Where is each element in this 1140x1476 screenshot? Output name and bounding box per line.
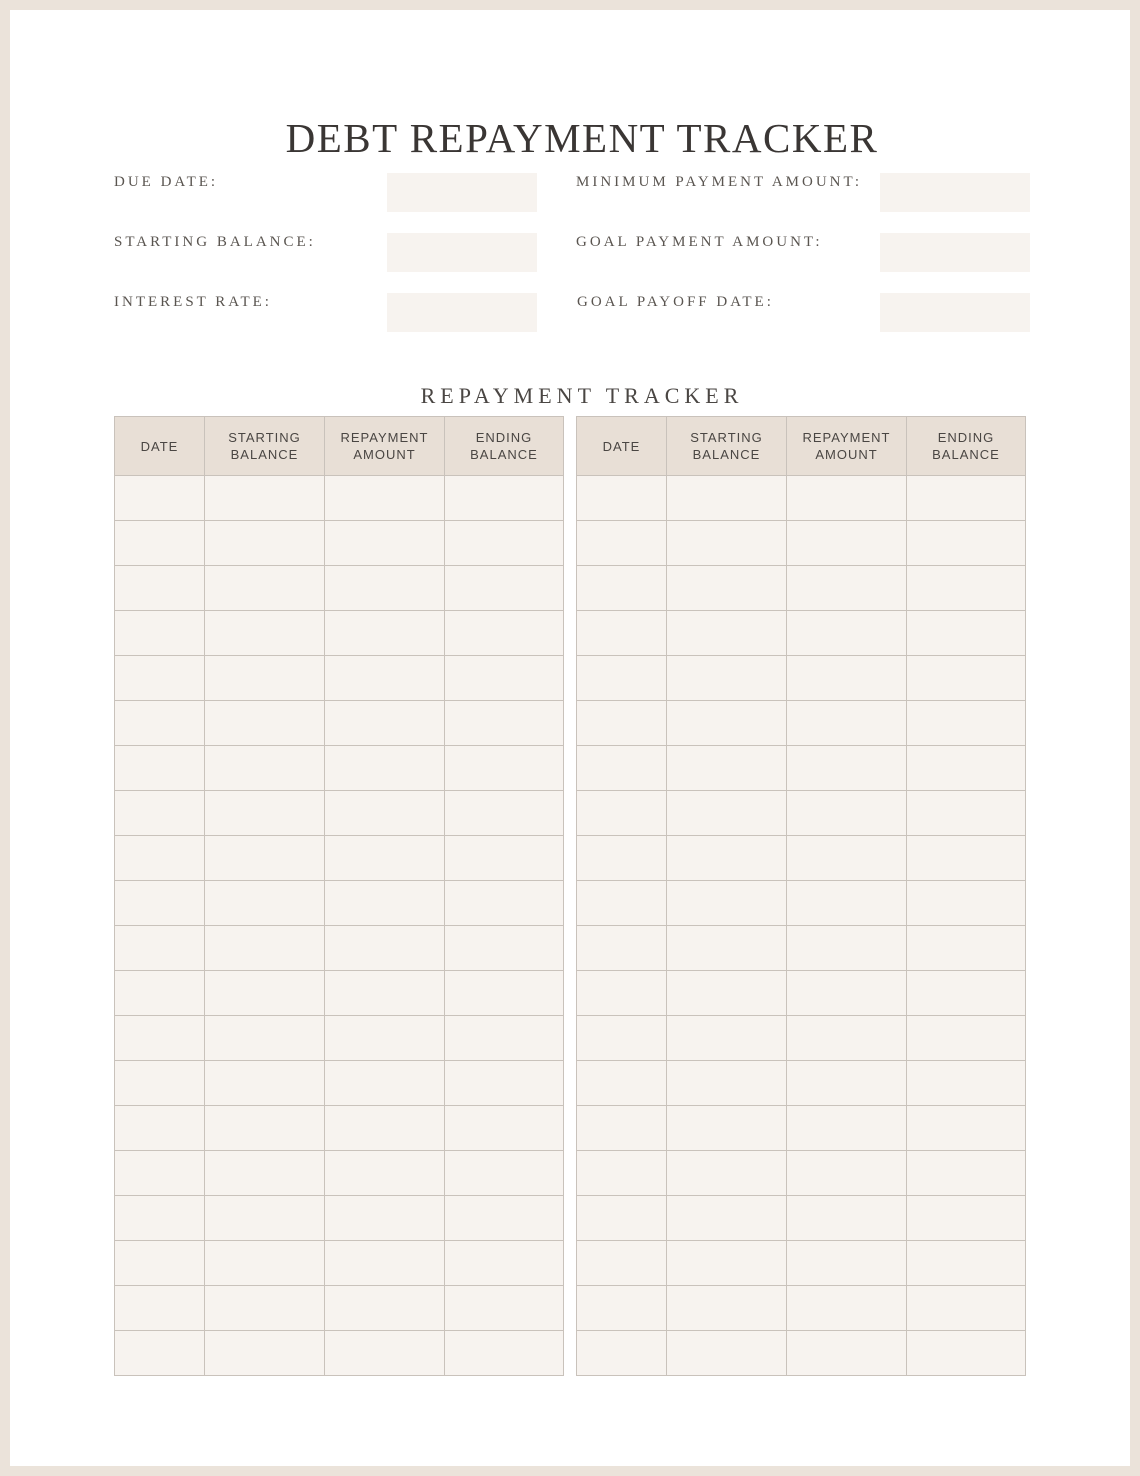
starting-balance-cell[interactable]	[205, 1061, 325, 1106]
repayment-amount-cell[interactable]	[787, 791, 907, 836]
repayment-amount-cell[interactable]	[325, 746, 445, 791]
ending-balance-cell[interactable]	[907, 1106, 1026, 1151]
table-row	[115, 1331, 564, 1376]
table-row	[577, 1106, 1026, 1151]
date-cell[interactable]	[115, 1286, 205, 1331]
starting-balance-cell[interactable]	[205, 701, 325, 746]
repayment-amount-cell[interactable]	[787, 1061, 907, 1106]
ending-balance-cell[interactable]	[907, 971, 1026, 1016]
table-row	[577, 791, 1026, 836]
table-row	[115, 1016, 564, 1061]
starting-balance-cell[interactable]	[205, 881, 325, 926]
table-row	[115, 1241, 564, 1286]
date-cell[interactable]	[577, 926, 667, 971]
ending-balance-cell[interactable]	[907, 1241, 1026, 1286]
starting-balance-cell[interactable]	[205, 611, 325, 656]
table-row	[577, 476, 1026, 521]
ending-balance-cell[interactable]	[445, 1196, 564, 1241]
ending-balance-cell[interactable]	[445, 1241, 564, 1286]
starting-balance-cell[interactable]	[667, 1286, 787, 1331]
starting-balance-cell[interactable]	[667, 791, 787, 836]
ending-balance-cell[interactable]	[907, 791, 1026, 836]
repayment-amount-cell[interactable]	[787, 1106, 907, 1151]
repayment-amount-cell[interactable]	[325, 476, 445, 521]
goal-payment-label: GOAL PAYMENT AMOUNT:	[576, 234, 823, 250]
table-body	[115, 476, 564, 1376]
date-cell[interactable]	[577, 1331, 667, 1376]
date-cell[interactable]	[577, 1106, 667, 1151]
starting-balance-cell[interactable]	[667, 1151, 787, 1196]
ending-balance-cell[interactable]	[907, 746, 1026, 791]
starting-balance-cell[interactable]	[205, 791, 325, 836]
table-row	[577, 746, 1026, 791]
date-cell[interactable]	[115, 611, 205, 656]
repayment-amount-cell[interactable]	[325, 1286, 445, 1331]
repayment-amount-cell[interactable]	[787, 1151, 907, 1196]
starting-balance-cell[interactable]	[205, 1331, 325, 1376]
starting-balance-cell[interactable]	[667, 1106, 787, 1151]
ending-balance-cell[interactable]	[445, 836, 564, 881]
date-cell[interactable]	[115, 1151, 205, 1196]
table-row	[115, 1151, 564, 1196]
repayment-amount-cell[interactable]	[325, 701, 445, 746]
repayment-amount-cell[interactable]	[787, 1286, 907, 1331]
ending-balance-cell[interactable]	[907, 566, 1026, 611]
table-row	[115, 1286, 564, 1331]
date-cell[interactable]	[577, 656, 667, 701]
interest-rate-field[interactable]	[387, 293, 537, 332]
ending-balance-cell[interactable]	[907, 1196, 1026, 1241]
header-repayment-amount: REPAYMENT AMOUNT	[787, 417, 907, 476]
date-cell[interactable]	[577, 746, 667, 791]
starting-balance-cell[interactable]	[667, 1241, 787, 1286]
table-row	[577, 1286, 1026, 1331]
ending-balance-cell[interactable]	[907, 1286, 1026, 1331]
header-date: DATE	[577, 417, 667, 476]
repayment-amount-cell[interactable]	[325, 791, 445, 836]
date-cell[interactable]	[115, 1241, 205, 1286]
starting-balance-cell[interactable]	[667, 656, 787, 701]
date-cell[interactable]	[115, 521, 205, 566]
date-cell[interactable]	[115, 476, 205, 521]
starting-balance-cell[interactable]	[205, 1196, 325, 1241]
page-title: DEBT REPAYMENT TRACKER	[285, 115, 879, 161]
starting-balance-cell[interactable]	[205, 971, 325, 1016]
starting-balance-cell[interactable]	[205, 566, 325, 611]
ending-balance-cell[interactable]	[445, 1331, 564, 1376]
table-row	[115, 881, 564, 926]
table-body	[577, 476, 1026, 1376]
header-repayment-amount: REPAYMENT AMOUNT	[325, 417, 445, 476]
date-cell[interactable]	[115, 791, 205, 836]
repayment-amount-cell[interactable]	[325, 1331, 445, 1376]
ending-balance-cell[interactable]	[445, 881, 564, 926]
table-row	[115, 1106, 564, 1151]
table-row	[115, 476, 564, 521]
date-cell[interactable]	[115, 656, 205, 701]
ending-balance-cell[interactable]	[907, 476, 1026, 521]
starting-balance-cell[interactable]	[667, 1016, 787, 1061]
ending-balance-cell[interactable]	[907, 836, 1026, 881]
date-cell[interactable]	[115, 1106, 205, 1151]
header-starting-balance: STARTING BALANCE	[205, 417, 325, 476]
section-title: REPAYMENT TRACKER	[420, 383, 744, 408]
starting-balance-cell[interactable]	[205, 836, 325, 881]
date-cell[interactable]	[577, 476, 667, 521]
repayment-amount-cell[interactable]	[325, 926, 445, 971]
minimum-payment-label: MINIMUM PAYMENT AMOUNT:	[576, 174, 863, 190]
starting-balance-cell[interactable]	[205, 926, 325, 971]
date-cell[interactable]	[115, 836, 205, 881]
starting-balance-cell[interactable]	[205, 656, 325, 701]
repayment-amount-cell[interactable]	[325, 566, 445, 611]
repayment-amount-cell[interactable]	[787, 701, 907, 746]
starting-balance-cell[interactable]	[667, 611, 787, 656]
date-cell[interactable]	[577, 1061, 667, 1106]
starting-balance-cell[interactable]	[205, 1151, 325, 1196]
goal-payment-field[interactable]	[880, 233, 1030, 272]
ending-balance-cell[interactable]	[907, 701, 1026, 746]
table-row	[115, 971, 564, 1016]
ending-balance-cell[interactable]	[907, 1016, 1026, 1061]
starting-balance-cell[interactable]	[205, 746, 325, 791]
repayment-amount-cell[interactable]	[787, 656, 907, 701]
repayment-table-left	[114, 416, 564, 1376]
table-row	[115, 791, 564, 836]
repayment-amount-cell[interactable]	[787, 1331, 907, 1376]
repayment-amount-cell[interactable]	[325, 611, 445, 656]
table-header-row	[115, 417, 564, 476]
ending-balance-cell[interactable]	[445, 1106, 564, 1151]
repayment-amount-cell[interactable]	[325, 521, 445, 566]
starting-balance-cell[interactable]	[667, 881, 787, 926]
repayment-amount-cell[interactable]	[787, 746, 907, 791]
date-cell[interactable]	[577, 566, 667, 611]
table-row	[115, 746, 564, 791]
ending-balance-cell[interactable]	[445, 971, 564, 1016]
date-cell[interactable]	[115, 971, 205, 1016]
starting-balance-cell[interactable]	[667, 1196, 787, 1241]
repayment-amount-cell[interactable]	[787, 971, 907, 1016]
date-cell[interactable]	[115, 926, 205, 971]
table-row	[577, 611, 1026, 656]
repayment-amount-cell[interactable]	[325, 1151, 445, 1196]
date-cell[interactable]	[577, 836, 667, 881]
date-cell[interactable]	[577, 1016, 667, 1061]
starting-balance-cell[interactable]	[667, 701, 787, 746]
header-ending-balance: ENDING BALANCE	[907, 417, 1026, 476]
ending-balance-cell[interactable]	[445, 566, 564, 611]
date-cell[interactable]	[577, 791, 667, 836]
date-cell[interactable]	[577, 881, 667, 926]
repayment-amount-cell[interactable]	[325, 881, 445, 926]
starting-balance-cell[interactable]	[667, 1061, 787, 1106]
starting-balance-cell[interactable]	[667, 971, 787, 1016]
goal-payoff-date-field[interactable]	[880, 293, 1030, 332]
repayment-amount-cell[interactable]	[325, 656, 445, 701]
ending-balance-cell[interactable]	[907, 1061, 1026, 1106]
starting-balance-cell[interactable]	[667, 566, 787, 611]
date-cell[interactable]	[577, 1196, 667, 1241]
repayment-amount-cell[interactable]	[325, 971, 445, 1016]
date-cell[interactable]	[577, 1241, 667, 1286]
ending-balance-cell[interactable]	[907, 521, 1026, 566]
date-cell[interactable]	[115, 881, 205, 926]
ending-balance-cell[interactable]	[907, 611, 1026, 656]
repayment-amount-cell[interactable]	[325, 1106, 445, 1151]
starting-balance-cell[interactable]	[205, 1286, 325, 1331]
starting-balance-cell[interactable]	[205, 476, 325, 521]
table-row	[115, 1196, 564, 1241]
due-date-field[interactable]	[387, 173, 537, 212]
table-row	[577, 1331, 1026, 1376]
date-cell[interactable]	[577, 701, 667, 746]
ending-balance-cell[interactable]	[907, 881, 1026, 926]
table-row	[115, 701, 564, 746]
table-row	[577, 836, 1026, 881]
repayment-amount-cell[interactable]	[325, 1016, 445, 1061]
header-date: DATE	[115, 417, 205, 476]
ending-balance-cell[interactable]	[445, 656, 564, 701]
date-cell[interactable]	[577, 1286, 667, 1331]
starting-balance-cell[interactable]	[205, 1016, 325, 1061]
repayment-table-right	[576, 416, 1026, 1376]
starting-balance-cell[interactable]	[667, 926, 787, 971]
ending-balance-cell[interactable]	[907, 926, 1026, 971]
date-cell[interactable]	[577, 971, 667, 1016]
date-cell[interactable]	[577, 611, 667, 656]
starting-balance-cell[interactable]	[205, 521, 325, 566]
starting-balance-cell[interactable]	[667, 1331, 787, 1376]
minimum-payment-field[interactable]	[880, 173, 1030, 212]
date-cell[interactable]	[577, 521, 667, 566]
date-cell[interactable]	[115, 1331, 205, 1376]
repayment-amount-cell[interactable]	[325, 1196, 445, 1241]
table-row	[577, 521, 1026, 566]
table-row	[577, 1061, 1026, 1106]
starting-balance-cell[interactable]	[205, 1106, 325, 1151]
repayment-amount-cell[interactable]	[787, 1241, 907, 1286]
date-cell[interactable]	[115, 1016, 205, 1061]
starting-balance-cell[interactable]	[205, 1241, 325, 1286]
repayment-amount-cell[interactable]	[787, 1196, 907, 1241]
repayment-amount-cell[interactable]	[787, 611, 907, 656]
date-cell[interactable]	[115, 746, 205, 791]
repayment-amount-cell[interactable]	[325, 1061, 445, 1106]
table-row	[577, 701, 1026, 746]
repayment-amount-cell[interactable]	[787, 521, 907, 566]
ending-balance-cell[interactable]	[445, 926, 564, 971]
repayment-amount-cell[interactable]	[787, 566, 907, 611]
repayment-amount-cell[interactable]	[325, 1241, 445, 1286]
table-row	[115, 611, 564, 656]
table-row	[115, 656, 564, 701]
table-row	[115, 521, 564, 566]
ending-balance-cell[interactable]	[445, 701, 564, 746]
ending-balance-cell[interactable]	[445, 791, 564, 836]
ending-balance-cell[interactable]	[445, 1061, 564, 1106]
date-cell[interactable]	[115, 1196, 205, 1241]
date-cell[interactable]	[115, 1061, 205, 1106]
table-row	[115, 926, 564, 971]
date-cell[interactable]	[577, 1151, 667, 1196]
repayment-amount-cell[interactable]	[787, 1016, 907, 1061]
table-row	[115, 836, 564, 881]
ending-balance-cell[interactable]	[445, 1151, 564, 1196]
ending-balance-cell[interactable]	[907, 656, 1026, 701]
repayment-amount-cell[interactable]	[787, 476, 907, 521]
starting-balance-cell[interactable]	[667, 521, 787, 566]
ending-balance-cell[interactable]	[445, 1016, 564, 1061]
table-row	[577, 926, 1026, 971]
tracker-page	[10, 10, 1130, 1466]
repayment-amount-cell[interactable]	[787, 881, 907, 926]
ending-balance-cell[interactable]	[445, 521, 564, 566]
date-cell[interactable]	[115, 701, 205, 746]
date-cell[interactable]	[115, 566, 205, 611]
starting-balance-field[interactable]	[387, 233, 537, 272]
repayment-amount-cell[interactable]	[787, 926, 907, 971]
table-row	[577, 881, 1026, 926]
ending-balance-cell[interactable]	[907, 1331, 1026, 1376]
starting-balance-label: STARTING BALANCE:	[114, 234, 316, 250]
table-row	[577, 1196, 1026, 1241]
table-row	[577, 656, 1026, 701]
repayment-amount-cell[interactable]	[787, 836, 907, 881]
table-row	[577, 1241, 1026, 1286]
header-ending-balance: ENDING BALANCE	[445, 417, 564, 476]
ending-balance-cell[interactable]	[445, 1286, 564, 1331]
ending-balance-cell[interactable]	[445, 611, 564, 656]
header-starting-balance: STARTING BALANCE	[667, 417, 787, 476]
due-date-label: DUE DATE:	[114, 174, 219, 190]
goal-payoff-date-label: GOAL PAYOFF DATE:	[577, 294, 774, 310]
ending-balance-cell[interactable]	[907, 1151, 1026, 1196]
table-row	[577, 566, 1026, 611]
table-header-row	[577, 417, 1026, 476]
table-row	[577, 1151, 1026, 1196]
table-row	[115, 1061, 564, 1106]
ending-balance-cell[interactable]	[445, 746, 564, 791]
table-row	[115, 566, 564, 611]
starting-balance-cell[interactable]	[667, 836, 787, 881]
starting-balance-cell[interactable]	[667, 746, 787, 791]
table-row	[577, 1016, 1026, 1061]
starting-balance-cell[interactable]	[667, 476, 787, 521]
repayment-amount-cell[interactable]	[325, 836, 445, 881]
table-row	[577, 971, 1026, 1016]
ending-balance-cell[interactable]	[445, 476, 564, 521]
interest-rate-label: INTEREST RATE:	[114, 294, 272, 310]
